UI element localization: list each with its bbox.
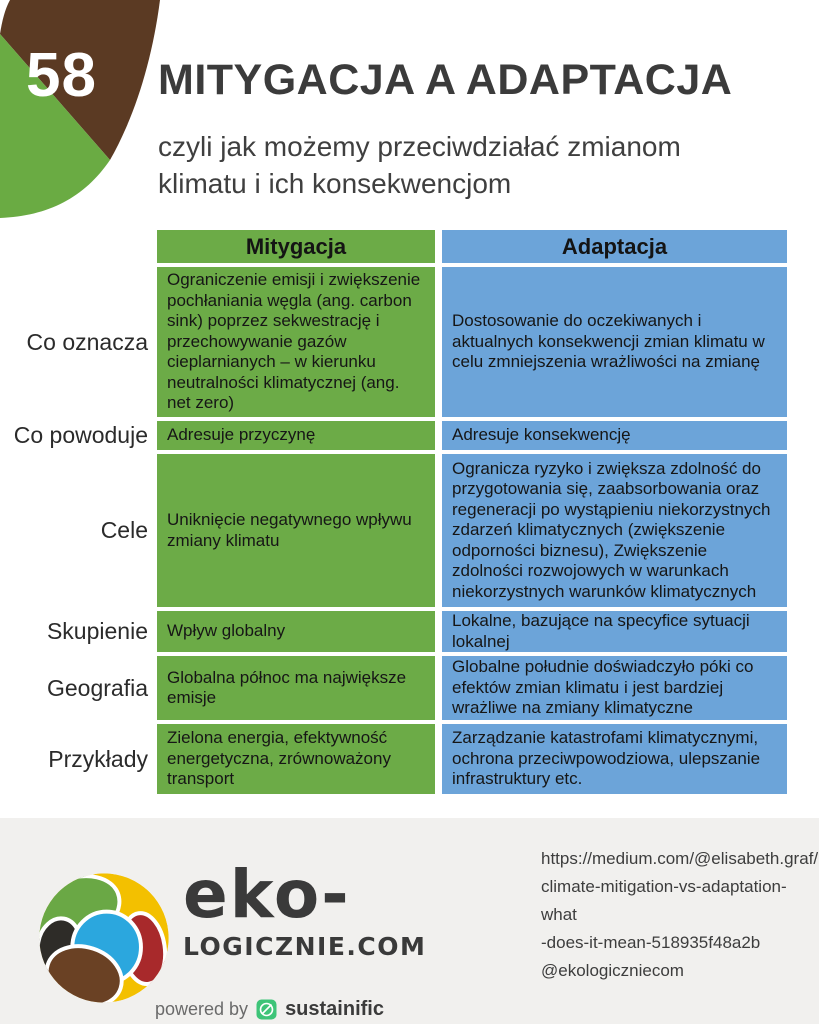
cell-mitygacja: Adresuje przyczynę	[157, 421, 435, 450]
source-line: -does-it-mean-518935f48a2b	[541, 933, 761, 952]
page-title: MITYGACJA A ADAPTACJA	[158, 56, 733, 104]
cell-mitygacja: Ograniczenie emisji i zwiększenie pochłaniania węgla (ang. carbon sink) poprzez sekwestrację i przechowywanie gazów cieplarnianych – w kierunku neutralności klimatycznej (ang. net zero)	[157, 267, 435, 417]
source-link	[541, 845, 819, 985]
logo-wordmark-bottom: LOGICZNIE.COM	[183, 932, 427, 961]
row-label-przyklady: Przykłady	[48, 745, 148, 772]
cell-adaptacja: Adresuje konsekwencję	[442, 421, 787, 450]
powered-by-row	[155, 998, 384, 1021]
sustainific-icon	[256, 999, 277, 1020]
row-label-skupienie: Skupienie	[46, 618, 148, 644]
row-label-geografia: Geografia	[46, 674, 148, 701]
logo-wordmark-top: eko-	[183, 856, 351, 933]
cell-adaptacja: Zarządzanie katastrofami klimatycznymi, ochrona przeciwpowodziowa, ulepszanie infrastruktury etc.	[442, 724, 787, 794]
ekologicznie-logo-text	[183, 856, 427, 961]
page-number-badge: 58	[26, 41, 97, 110]
column-header-adaptacja: Adaptacja	[442, 230, 787, 263]
row-label-co-powoduje: Co powoduje	[13, 422, 148, 448]
row-label-cele: Cele	[100, 517, 148, 543]
source-handle: @ekologiczniecom	[541, 961, 684, 980]
cell-adaptacja: Ogranicza ryzyko i zwiększa zdolność do przygotowania się, zaabsorbowania oraz regeneracji po wystąpieniu niekorzystnych zdarzeń klimatycznych (zwiększenie odporności biznesu), Zwiększenie zdolności rozwojowych w warunkach niekorzystnych warunków klimatycznych	[442, 454, 787, 607]
cell-adaptacja: Lokalne, bazujące na specyfice sytuacji lokalnej	[442, 611, 787, 652]
comparison-table	[0, 230, 787, 794]
powered-by-label: powered by	[155, 999, 249, 1019]
row-label-co-oznacza: Co oznacza	[26, 328, 148, 355]
cell-adaptacja: Dostosowanie do oczekiwanych i aktualnych konsekwencji zmian klimatu w celu zmniejszenia wrażliwości na zmianę	[442, 267, 787, 417]
page-subtitle: czyli jak możemy przeciwdziałać zmianom klimatu i ich konsekwencjom	[158, 131, 681, 199]
sustainific-label: sustainific	[285, 998, 384, 1020]
source-line: https://medium.com/@elisabeth.graf/	[541, 849, 819, 868]
cell-mitygacja: Wpływ globalny	[157, 611, 435, 652]
column-header-mitygacja: Mitygacja	[157, 230, 435, 263]
cell-mitygacja: Globalna północ ma największe emisje	[157, 656, 435, 720]
table-corner-spacer	[0, 230, 150, 263]
cell-adaptacja: Globalne południe doświadczyło póki co efektów zmian klimatu i jest bardziej wrażliwe na zmiany klimatyczne	[442, 656, 787, 720]
cell-mitygacja: Zielona energia, efektywność energetyczna, zrównoważony transport	[157, 724, 435, 794]
source-line: climate-mitigation-vs-adaptation-what	[541, 877, 787, 924]
cell-mitygacja: Uniknięcie negatywnego wpływu zmiany klimatu	[157, 454, 435, 607]
ekologicznie-logo-icon	[38, 872, 170, 1004]
